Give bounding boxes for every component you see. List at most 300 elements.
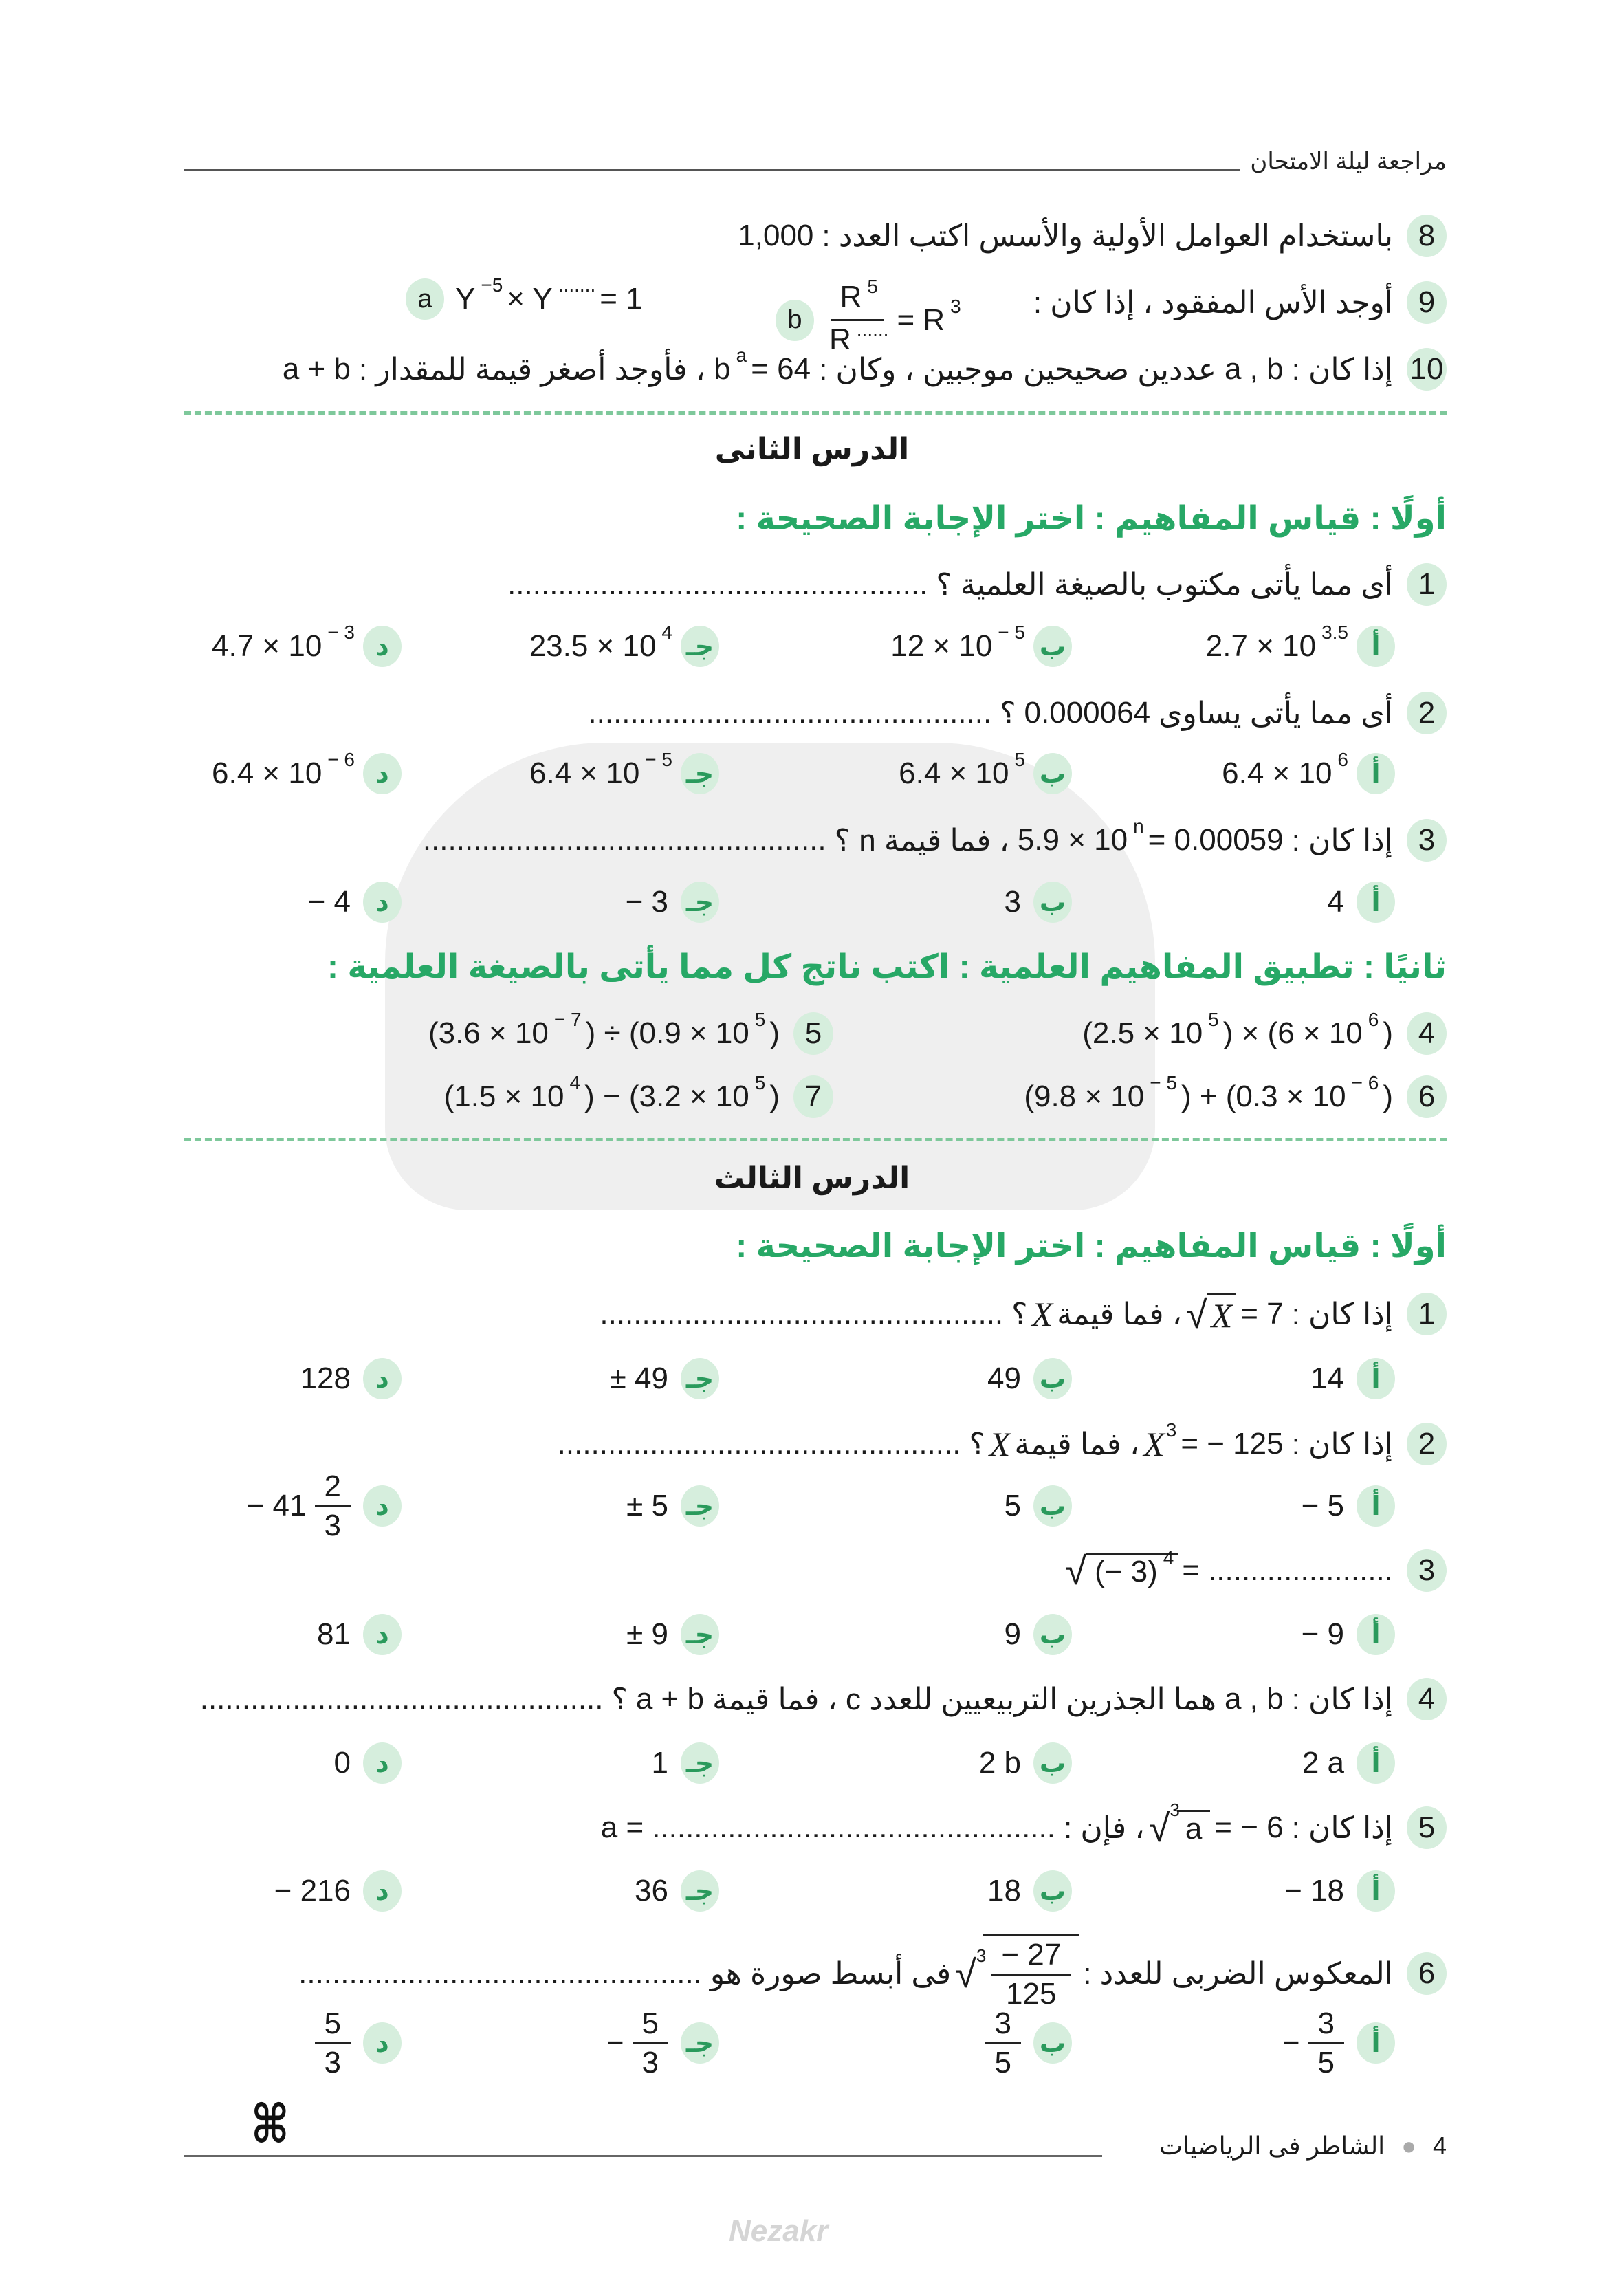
option-label-badge: جـ [681,2022,719,2064]
header-rule [184,169,1240,171]
exercise-item [1020,1073,1447,1121]
text-run: ؟ [611,1682,628,1716]
fraction [633,2005,668,2081]
text-run: a + b [282,352,351,386]
option-label-badge: أ [1357,753,1395,794]
superscript: 6 [1337,749,1348,770]
superscript: 5 [1014,749,1025,770]
option-value [1297,1617,1348,1652]
option-label-badge: ب [1033,882,1072,923]
text-run: 5 [641,2006,659,2040]
text-run: R [829,322,851,356]
text-run: إذا كان : [1291,1682,1393,1716]
text-run: 3 [1004,885,1021,919]
option-value [311,2005,355,2081]
answer-option[interactable] [895,750,1072,798]
text-run: ؟ [969,1427,985,1461]
math-expression [955,1934,1079,2013]
text-run: 18 [987,1874,1021,1907]
answer-option[interactable] [1000,878,1072,926]
answer-option[interactable] [1218,750,1395,798]
question-8 [184,212,1447,260]
text-run: − 3 [625,885,668,919]
lesson3-question [184,1938,1447,2011]
answer-option[interactable] [208,750,402,798]
exercise-expression [1078,1009,1397,1051]
text-run: ، فما قيمة n ؟ [834,823,1009,857]
text-run: 5.9 × 10 [1017,823,1128,857]
answer-option[interactable] [983,1355,1072,1403]
text-run: (3.6 × 10 [428,1016,549,1050]
question-number-badge: 8 [1407,215,1447,257]
exercise-item [424,1009,833,1058]
numerator [991,1936,1071,1976]
superscript: 4 [661,622,672,643]
option-label-badge: أ [1357,2022,1395,2064]
text-run: ) [769,1080,780,1113]
option-value [525,622,672,664]
answer-option[interactable] [525,622,719,670]
text-run: − 9 [1301,1617,1344,1651]
text-run: ) − (3.2 × 10 [584,1080,749,1113]
question-9-part-a [406,274,647,320]
option-label-badge: جـ [681,1870,719,1912]
text-run: المعكوس الضربى للعدد : [1083,1956,1393,1991]
math-expression [1149,1799,1288,1850]
option-value [1297,1489,1348,1523]
superscript: 6 [1368,1009,1379,1030]
option-value [622,1489,672,1523]
option-label-badge: ب [1033,626,1072,667]
text-run: ± 49 [609,1362,668,1395]
option-label-badge: جـ [681,882,719,923]
option-value [895,749,1025,791]
math-expression [1186,1292,1288,1337]
exercise-expression [440,1072,784,1114]
text-run: = 1 [600,282,643,316]
fraction [315,1468,351,1544]
option-value [983,1874,1025,1908]
text-run: 2.7 × 10 [1205,629,1317,663]
superscript: −5 [481,274,503,296]
nezakr-watermark-logo: Nezakr [729,2214,829,2248]
denominator [320,2044,345,2081]
answer-option[interactable] [1298,1739,1395,1787]
text-run: ، فأوجد أصغر قيمة للمقدار : [358,352,706,386]
lesson2-part2-heading: ثانيًا : تطبيق المفاهيم العلمية : اكتب ناتج كل مما يأتى بالصيغة العلمية : [327,949,1447,985]
answer-option[interactable] [981,2006,1072,2079]
text-run: ) [1383,1080,1393,1113]
lesson3-question [184,1420,1447,1468]
lesson2-title: الدرس الثانى [714,433,910,466]
numerator [831,278,884,321]
superscript: − 3 [327,622,355,643]
superscript: 3.5 [1321,622,1348,643]
answer-option[interactable] [296,1355,402,1403]
option-label-badge: أ [1357,1614,1395,1655]
text-run: √ (− 3) [1095,1554,1158,1588]
option-label-badge: أ [1357,626,1395,667]
option-value [1324,885,1348,919]
option-value [270,1874,355,1908]
superscript: − 7 [553,1009,582,1030]
text-run: ................................................ [298,1956,702,1990]
option-label-badge: أ [1357,1742,1395,1784]
answer-option[interactable] [1306,1355,1395,1403]
math-expression [1143,1419,1287,1464]
text-run: = 7 [1240,1297,1284,1331]
answer-option[interactable] [1324,878,1395,926]
text-run: أوجد الأس المفقود ، إذا كان : [1033,285,1393,320]
option-value [975,1746,1025,1780]
text-run: ± 5 [626,1489,668,1522]
question-number-badge: 5 [1407,1806,1447,1849]
text-run: 3 [641,2045,659,2079]
answer-option[interactable] [648,1739,719,1787]
lesson3-title: الدرس الثالث [714,1161,910,1195]
option-value [886,622,1025,664]
text-run: 128 [300,1362,351,1395]
math-expression [597,1811,1060,1845]
lesson3-question [184,1290,1447,1338]
text-run: 9 [1004,1617,1021,1651]
math-variable: √ X [1211,1295,1233,1335]
superscript: 5 [1208,1009,1219,1030]
question-10 [184,345,1447,393]
radical [955,1934,1079,2013]
superscript: a [736,345,747,366]
text-run: a , b [1224,1682,1284,1716]
superscript: 5 [867,276,878,297]
lesson2-question [184,689,1447,737]
text-run: ................................................ [199,1682,604,1716]
option-value [243,1468,355,1544]
option-value [602,2005,672,2081]
answer-option[interactable] [983,1867,1072,1915]
text-run: 0.000064 [1024,696,1151,730]
text-run: ، فما قيمة [1014,1427,1140,1461]
fraction [985,2005,1021,2081]
text-run: ................................................ [600,1297,1004,1331]
math-expression [1013,816,1288,857]
text-run: − 41 [246,1489,307,1522]
option-label-badge: ب [1033,753,1072,794]
answer-option[interactable] [1202,622,1395,670]
exercise-item [440,1073,833,1121]
text-run: إذا كان : [1291,352,1393,386]
superscript: 5 [754,1009,766,1030]
part-label-badge: b [776,300,814,341]
text-run: 5 [994,2045,1011,2079]
text-run: ................................................ [557,1427,961,1461]
question-number-badge: 10 [1407,348,1447,391]
text-run: ، فما قيمة [1057,1297,1182,1331]
option-value [330,1746,355,1780]
option-label-badge: جـ [681,626,719,667]
option-label-badge: ب [1033,1485,1072,1527]
text-run: 5 [1317,2045,1335,2079]
question-number-badge: 1 [1407,1293,1447,1335]
text-run: − [606,2026,624,2059]
answer-option[interactable] [313,1610,402,1659]
option-label-badge: د [363,1614,402,1655]
text-run: 6.4 × 10 [899,756,1009,790]
text-run: 14 [1310,1362,1344,1395]
numerator [315,1468,351,1507]
denominator [320,1507,345,1544]
question-number-badge: 5 [793,1012,833,1055]
lesson2-question [184,560,1447,609]
radicand [1207,1293,1237,1335]
exercise-expression [1020,1072,1397,1114]
option-label-badge: د [363,1742,402,1784]
text-run: − 4 [307,885,351,919]
option-value [208,622,355,664]
option-label-badge: جـ [681,1742,719,1784]
option-label-badge: أ [1357,1870,1395,1912]
text-run: 12 × 10 [890,629,993,663]
section-divider [184,1138,1447,1141]
text-run: ................................................ [652,1811,1055,1844]
text-run: 3 [1317,2006,1335,2040]
answer-option[interactable] [622,878,719,926]
text-run: 3 [994,2006,1011,2040]
text-run: باستخدام العوامل الأولية والأسس اكتب العدد : [822,219,1393,253]
text-run: 3 [324,1508,341,1542]
text-run: 6.4 × 10 [529,756,640,790]
question-number-badge: 3 [1407,819,1447,862]
option-value [296,1362,355,1396]
superscript: 3 [950,295,961,317]
text-run: 0 [333,1746,351,1780]
answer-option[interactable] [304,878,402,926]
text-run: 125 [1006,1977,1057,2011]
fraction [991,1936,1071,2013]
radical [1065,1546,1178,1593]
option-label-badge: د [363,1485,402,1527]
answer-option[interactable] [630,1867,719,1915]
option-label-badge: أ [1357,882,1395,923]
text-run: 4.7 × 10 [212,629,322,663]
lesson2-part1-heading: أولًا : قياس المفاهيم : اختر الإجابة الصحيحة : [736,501,1447,537]
text-run: 5 [324,2006,341,2040]
text-run: b [714,352,731,386]
text-run: − 18 [1284,1874,1344,1907]
text-run: ) × (6 × 10 [1222,1016,1363,1050]
text-run: .................................................. [507,567,928,601]
question-number-badge: 6 [1407,1075,1447,1118]
question-number-badge: 9 [1407,281,1447,324]
superscript: 3 [1165,1419,1177,1441]
math-expression [1220,352,1288,386]
text-run: أى مما يأتى مكتوب بالصيغة العلمية ؟ [936,567,1393,602]
option-value [525,749,672,791]
text-run: (2.5 × 10 [1082,1016,1203,1050]
text-run: = R [897,303,945,337]
lesson3-part1-heading: أولًا : قياس المفاهيم : اختر الإجابة الصحيحة : [736,1228,1447,1265]
superscript: ...... [856,318,889,340]
option-label-badge: د [363,626,402,667]
superscript: − 5 [1150,1072,1177,1093]
option-value [1000,1489,1025,1523]
answer-option[interactable] [1297,1482,1395,1530]
running-header: مراجعة ليلة الامتحان [1250,149,1447,175]
fraction [1308,2005,1344,2081]
lesson3-question [184,1799,1447,1852]
option-label-badge: ب [1033,1742,1072,1784]
text-run: 23.5 × 10 [529,629,657,663]
math-expression [710,345,815,386]
option-value [981,2005,1025,2081]
exercise-item [1078,1009,1447,1058]
answer-option[interactable] [606,1355,719,1403]
superscript: − 6 [1351,1072,1379,1093]
option-label-badge: ب [1033,1358,1072,1399]
text-run: (9.8 × 10 [1024,1080,1145,1113]
answer-option[interactable] [311,2006,402,2079]
option-value [622,885,672,919]
section-divider [184,411,1447,415]
option-label-badge: جـ [681,1614,719,1655]
answer-option[interactable] [1000,1610,1072,1659]
numerator [315,2005,351,2044]
text-run: إذا كان : [1291,1297,1393,1331]
text-run: = [1182,1553,1200,1587]
answer-option[interactable] [975,1739,1072,1787]
text-run: 2 a [1302,1746,1344,1780]
page-number: 4 [1432,2132,1447,2160]
publisher-logo: ⌘ [251,2094,289,2154]
text-run: هما الجذرين التربيعيين للعدد c ، فما قيمة [712,1682,1216,1716]
text-run: (1.5 × 10 [443,1080,564,1113]
text-run: 2 b [978,1746,1021,1780]
text-run: 5 [1004,1489,1021,1522]
math-expression [734,219,818,253]
superscript: 5 [754,1072,766,1093]
option-label-badge: جـ [681,1358,719,1399]
text-run: إذا كان : [1291,1811,1393,1845]
answer-option[interactable] [330,1739,402,1787]
option-value [1202,622,1348,664]
fraction [315,2005,351,2081]
root-index: √ 3 [976,1945,987,1966]
question-number-badge: 4 [1407,1012,1447,1055]
option-label-badge: جـ [681,753,719,794]
superscript: − 6 [327,749,355,770]
option-label-badge: أ [1357,1485,1395,1527]
text-run: − 27 [1001,1938,1062,1971]
option-value [622,1617,672,1652]
text-run: 1 [651,1746,668,1780]
denominator [638,2044,663,2081]
question-number-badge: 4 [1407,1678,1447,1720]
math-expression [278,352,355,386]
text-run: a [1185,1811,1203,1846]
superscript: 4 [1163,1546,1174,1568]
radicand [1086,1546,1178,1589]
lesson2-question [184,816,1447,864]
text-run: ) [1383,1016,1393,1050]
option-value [1218,749,1348,791]
lesson3-question [184,1675,1447,1723]
option-value [1000,885,1025,919]
text-run: 4 [1327,885,1344,919]
answer-option[interactable] [243,1469,402,1542]
text-run: 3 [324,2045,341,2079]
superscript: ....... [558,274,596,296]
math-expression [1220,1682,1288,1716]
superscript: − 5 [645,749,672,770]
answer-option[interactable] [208,622,402,670]
lesson3-question [184,1546,1447,1595]
root-index: √ 3 [1170,1799,1180,1820]
answer-option[interactable] [622,1610,719,1659]
footer [1159,2132,1447,2161]
answer-option[interactable] [886,622,1072,670]
answer-option[interactable] [1278,2006,1395,2079]
math-variable: X [1143,1425,1165,1463]
radical [1186,1292,1236,1337]
text-run: ؟ [1000,696,1016,730]
answer-option[interactable] [1280,1867,1395,1915]
radicand [1177,1810,1210,1846]
option-value [208,749,355,791]
text-run: إذا كان : [1291,823,1393,857]
answer-option[interactable] [622,1482,719,1530]
text-run: ؟ [1011,1297,1028,1331]
footer-rule [184,2155,1102,2157]
option-value [1000,1617,1025,1652]
text-run: a = [600,1811,644,1844]
text-run: ، فإن : [1063,1811,1145,1845]
answer-option[interactable] [1000,1482,1072,1530]
option-value [630,1874,672,1908]
text-run: a , b [1224,352,1284,386]
radicand [983,1934,1079,2013]
text-run: ) [769,1016,780,1050]
text-run: a + b [635,1682,704,1716]
text-run: Y [455,282,476,316]
answer-option[interactable] [270,1867,402,1915]
option-value [648,1746,672,1780]
answer-option[interactable] [1297,1610,1395,1659]
radical [1149,1799,1211,1850]
math-expression [632,1682,708,1716]
text-run: = 0.00059 [1148,823,1284,857]
math-expression [1065,1546,1397,1593]
answer-option[interactable] [525,750,719,798]
superscript: − 5 [998,622,1025,643]
text-run: ................................................ [422,823,826,857]
option-value [1306,1362,1348,1396]
text-run: − [1282,2026,1300,2059]
text-run: = − 6 [1214,1811,1284,1844]
question-number-badge: 2 [1407,1423,1447,1465]
text-run: R [840,280,862,314]
option-label-badge: ب [1033,1870,1072,1912]
bullet-dot: ● [1401,2132,1416,2160]
denominator [991,2044,1016,2081]
denominator [1314,2044,1339,2081]
answer-option[interactable] [602,2006,719,2079]
option-label-badge: ب [1033,1614,1072,1655]
text-run: ................................................ [588,696,992,730]
text-run: − 216 [274,1874,351,1907]
exercise-expression [424,1009,784,1051]
text-run: 2 [324,1469,341,1503]
question-number-badge: 3 [1407,1549,1447,1592]
text-run: أى مما يأتى يساوى [1159,696,1393,730]
